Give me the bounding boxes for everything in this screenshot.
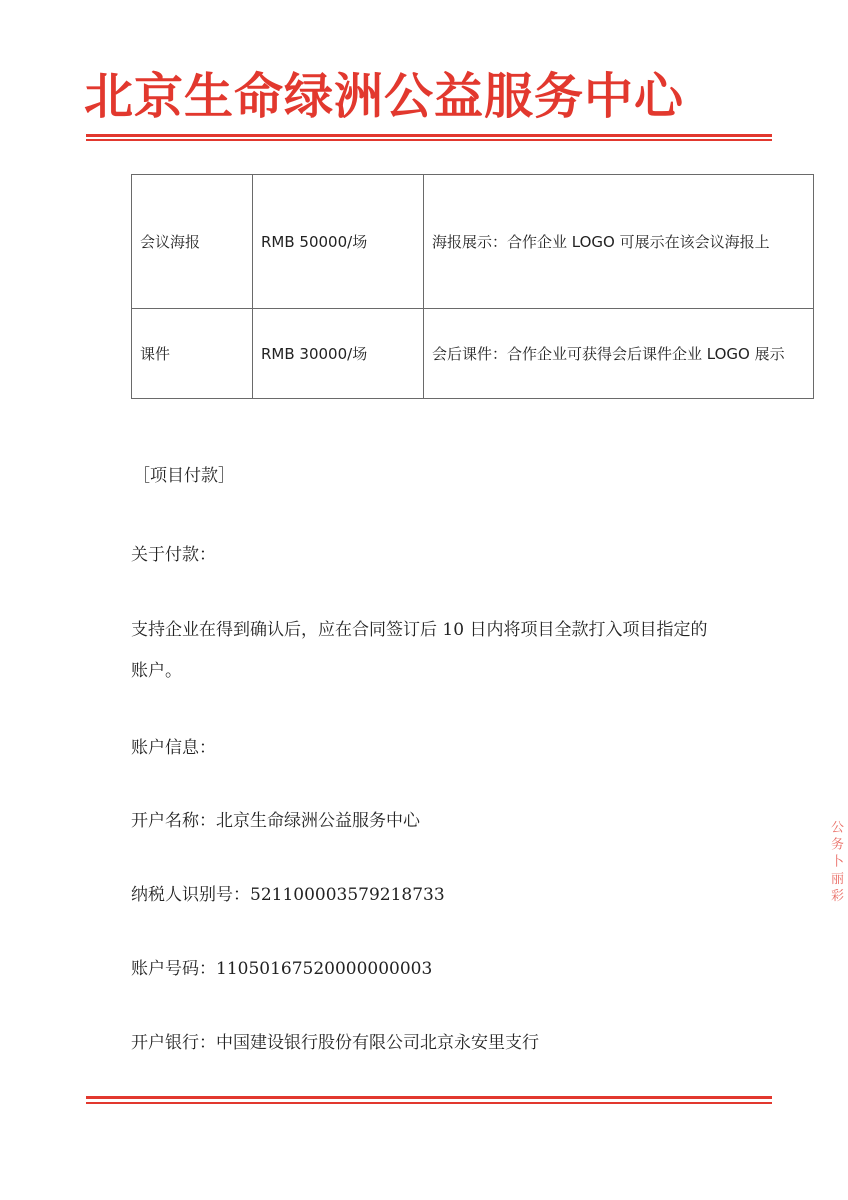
payment-terms-text: 支持企业在得到确认后，应在合同签订后 10 日内将项目全款打入项目指定的账户。 xyxy=(131,620,708,681)
bank-name: 开户银行：中国建设银行股份有限公司北京永安里支行 xyxy=(131,1033,539,1053)
letterhead-rule-bottom xyxy=(86,139,772,141)
seal-stamp-fragment: 公 务 卜 丽 彩 xyxy=(828,820,843,902)
account-name: 开户名称：北京生命绿洲公益服务中心 xyxy=(131,811,420,831)
account-info-label: 账户信息： xyxy=(131,738,216,758)
table-row xyxy=(132,175,814,309)
account-number: 账户号码：11050167520000000003 xyxy=(131,959,433,979)
description-cell: 会后课件：合作企业可获得会后课件企业 LOGO 展示 xyxy=(424,309,814,399)
sponsorship-fee-table xyxy=(131,174,814,399)
table-row xyxy=(132,309,814,399)
price-cell: RMB 50000/场 xyxy=(253,175,424,309)
taxpayer-id: 纳税人识别号：521100003579218733 xyxy=(131,885,445,905)
section-title-payment: ［项目付款］ xyxy=(133,466,235,486)
item-cell: 课件 xyxy=(132,309,253,399)
price-cell: RMB 30000/场 xyxy=(253,309,424,399)
letterhead-title: 北京生命绿洲公益服务中心 xyxy=(84,67,685,125)
footer-rule-bottom xyxy=(86,1102,772,1104)
letterhead-rule-top xyxy=(86,134,772,137)
about-payment-label: 关于付款： xyxy=(131,545,216,565)
item-cell: 会议海报 xyxy=(132,175,253,309)
footer-rule-top xyxy=(86,1096,772,1099)
description-cell: 海报展示：合作企业 LOGO 可展示在该会议海报上 xyxy=(424,175,814,309)
